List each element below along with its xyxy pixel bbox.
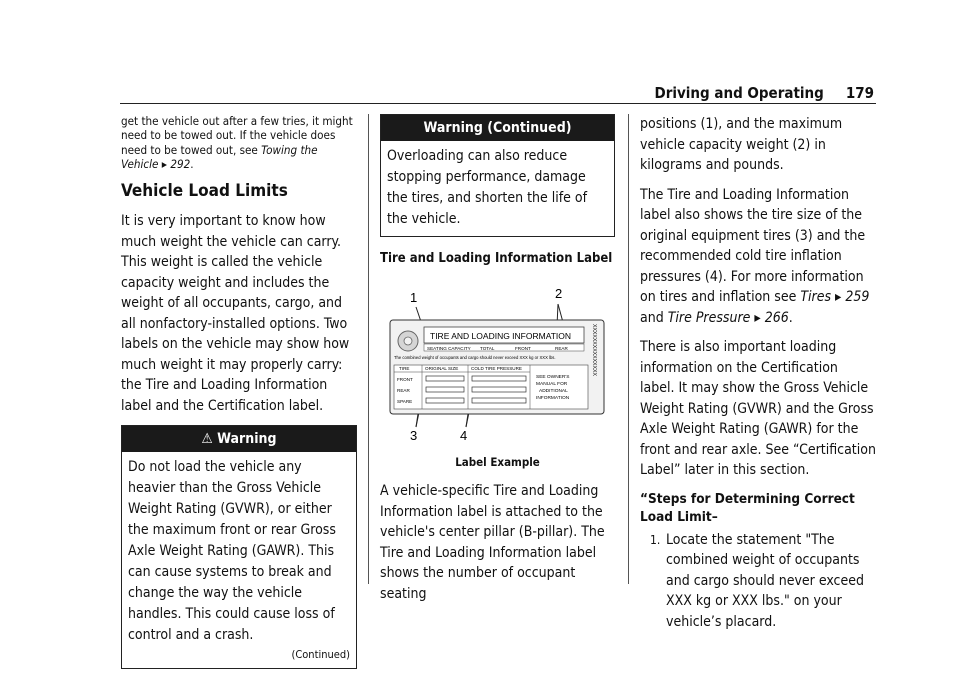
callout-2: 2	[555, 286, 563, 301]
svg-text:SPARE: SPARE	[397, 399, 413, 404]
svg-text:MANUAL FOR: MANUAL FOR	[536, 382, 568, 387]
body-paragraph-refs: The Tire and Loading Information label also shows the tire size of the original equipment tires (3) and the recommended cold tire inflation pressures (4). For more information on tires and inflation see Tires ▸ 259 and Tire Pressure ▸ 266.	[640, 186, 870, 326]
combined-statement: The combined weight of occupants and cargo should never exceed XXX kg or XXX lbs.	[394, 355, 556, 360]
column-divider	[368, 114, 369, 584]
page-ref-icon: ▸	[754, 309, 761, 326]
intro-paragraph: get the vehicle out after a few tries, it might need to be towed out. If the vehicle does need to be towed out, see Towing the Vehicle ▸ 292.	[121, 114, 353, 171]
svg-text:REAR: REAR	[397, 388, 410, 393]
tire-label-figure	[380, 280, 615, 449]
svg-text:FRONT: FRONT	[397, 377, 413, 382]
steps-list	[640, 530, 876, 633]
section-heading: Vehicle Load Limits	[121, 181, 288, 202]
step-text: Locate the statement "The combined weight of occupants and cargo should never exceed XXX kg or XXX lbs." on your vehicle’s placard.	[666, 531, 864, 630]
warning-title: Warning	[217, 431, 277, 448]
header-divider	[120, 103, 876, 104]
column-3	[640, 114, 876, 632]
callout-3: 3	[410, 428, 418, 443]
warning-header: Warning (Continued)	[381, 115, 614, 141]
list-item	[650, 530, 876, 633]
towing-link[interactable]: Towing the Vehicle ▸ 292	[121, 142, 318, 171]
page-ref-icon: ▸	[161, 156, 167, 171]
svg-text:TIRE: TIRE	[399, 366, 410, 371]
warning-text: Overloading can also reduce stopping performance, damage the tires, and shorten the life of the vehicle.	[387, 148, 588, 227]
svg-text:SEE OWNER'S: SEE OWNER'S	[536, 375, 570, 380]
label-title: TIRE AND LOADING INFORMATION	[430, 331, 572, 341]
section-title: Driving and Operating	[654, 84, 824, 102]
column-2	[380, 114, 615, 613]
callout-1: 1	[410, 290, 418, 305]
svg-text:TOTAL: TOTAL	[480, 346, 495, 351]
tire-pressure-link[interactable]: Tire Pressure ▸ 266	[667, 309, 789, 326]
callout-4: 4	[460, 428, 468, 443]
svg-text:FRONT: FRONT	[515, 346, 531, 351]
subsection-heading: Tire and Loading Information Label	[380, 251, 613, 266]
warning-box	[121, 425, 357, 669]
warning-text: Do not load the vehicle any heavier than the Gross Vehicle Weight Rating (GVWR), or either the maximum front or rear Gross Axle Weight Rating (GAWR). This can cause systems to break and change the way the vehicle handles. This could cause loss of control and a crash.	[128, 459, 336, 644]
svg-text:COLD TIRE PRESSURE: COLD TIRE PRESSURE	[471, 366, 522, 371]
svg-text:ORIGINAL SIZE: ORIGINAL SIZE	[425, 366, 459, 371]
page-header	[654, 84, 874, 102]
page-number: 179	[845, 84, 874, 102]
page-ref-icon: ▸	[835, 289, 842, 305]
warning-box-continued	[380, 114, 615, 237]
continued-note: (Continued)	[291, 648, 350, 662]
side-code: XXXXXXXXXXXXXXX	[591, 324, 597, 376]
tires-link[interactable]: Tires ▸ 259	[800, 289, 870, 305]
warning-icon: ⚠	[201, 431, 213, 448]
svg-text:ADDITIONAL: ADDITIONAL	[539, 389, 568, 394]
steps-heading: “Steps for Determining Correct Load Limit–	[640, 490, 855, 525]
body-paragraph: positions (1), and the maximum vehicle capacity weight (2) in kilograms and pounds.	[640, 116, 843, 173]
figure-caption: Label Example	[455, 455, 540, 469]
svg-text:REAR: REAR	[555, 346, 568, 351]
body-paragraph: There is also important loading information on the Certification label. It may show the Gross Vehicle Weight Rating (GVWR) and the Gross Axle Weight Rating (GAWR) for the front and rear axle. See “Certification Label” later in this section.	[640, 339, 876, 478]
body-paragraph: It is very important to know how much weight the vehicle can carry. This weight is called the vehicle capacity weight and includes the weight of all occupants, cargo, and all nonfactory-installed options. Two labels on the vehicle may show how much weight it may properly carry: the Tire and Loading Information label and the Certification label.	[121, 213, 350, 414]
tire-label-illustration	[380, 280, 615, 445]
column-divider	[628, 114, 629, 584]
svg-text:SEATING CAPACITY: SEATING CAPACITY	[427, 346, 471, 351]
svg-text:INFORMATION: INFORMATION	[536, 396, 570, 401]
body-paragraph: A vehicle-specific Tire and Loading Information label is attached to the vehicle's center pillar (B-pillar). The Tire and Loading Information label shows the number of occupant seating	[380, 483, 605, 602]
step-number: 1.	[650, 532, 661, 547]
column-1	[121, 114, 357, 669]
warning-header	[122, 426, 356, 452]
